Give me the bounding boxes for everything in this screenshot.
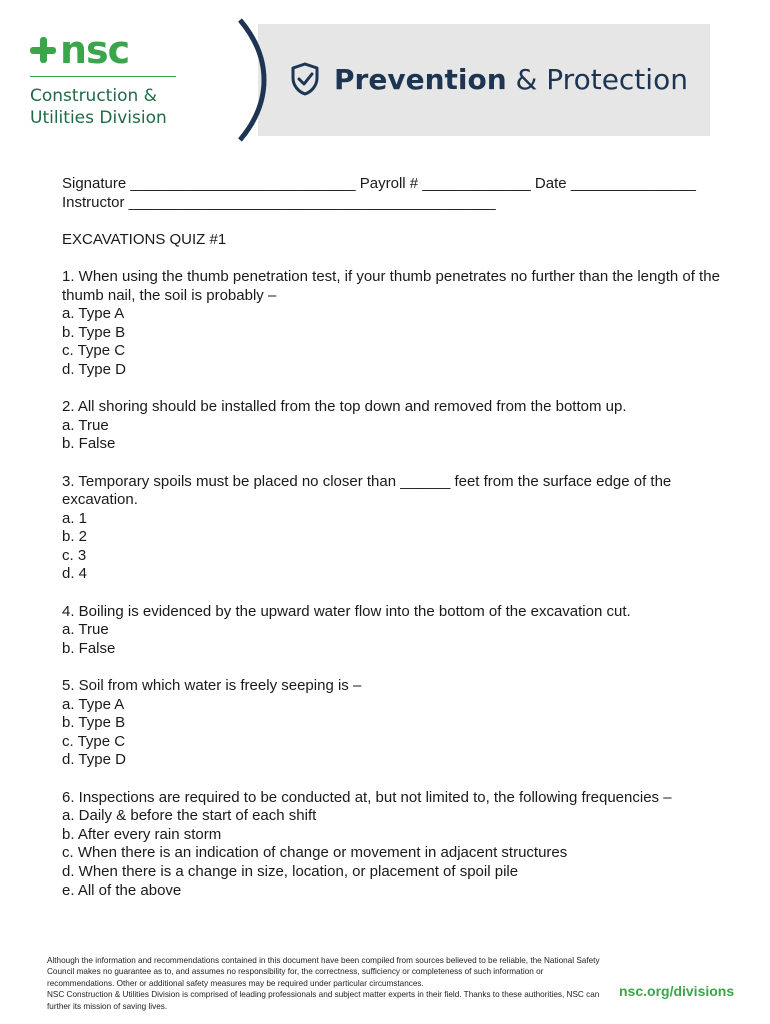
answer-option: c. 3 xyxy=(62,546,87,564)
question-4 xyxy=(62,603,742,659)
answer-option: b. False xyxy=(62,639,116,657)
answer-option: a. Type A xyxy=(62,305,125,323)
question-1 xyxy=(62,268,742,380)
answer-option: c. When there is an indication of change or movement in adjacent structures xyxy=(62,844,568,862)
disclaimer-paragraph: Although the information and recommendations contained in this document have been compiled from sources believed to be reliable, the National Safety Council makes no guarantee as to, and assumes no responsibility for, the correctness, sufficiency or completeness of such information or recommendations. Other or additional safety measures may be required under particular circumstances. xyxy=(47,956,600,988)
answer-option: d. Type D xyxy=(62,360,126,378)
answer-option: b. False xyxy=(62,435,116,453)
question-3 xyxy=(62,473,742,585)
question-text: 2. All shoring should be installed from the top down and removed from the bottom up. xyxy=(62,398,627,416)
question-text: 5. Soil from which water is freely seeping is – xyxy=(62,677,362,695)
question-6 xyxy=(62,789,742,901)
answer-option: a. Daily & before the start of each shift xyxy=(62,807,317,825)
signature-line: Signature ___________________________ Payroll # _____________ Date _______________ xyxy=(62,175,696,192)
answer-option: a. Type A xyxy=(62,695,125,713)
question-text: 4. Boiling is evidenced by the upward water flow into the bottom of the excavation cut. xyxy=(62,602,631,620)
logo-mark xyxy=(30,28,180,72)
answer-option: b. Type B xyxy=(62,714,126,732)
answer-option: c. Type C xyxy=(62,732,126,750)
answer-option: b. 2 xyxy=(62,528,88,546)
banner-title: Prevention & Protection xyxy=(334,62,688,96)
instructor-line: Instructor ____________________________________________ xyxy=(62,193,496,211)
arc-divider-icon xyxy=(212,18,272,142)
footer-disclaimer xyxy=(47,955,607,1012)
answer-option: d. Type D xyxy=(62,751,126,769)
answer-option: a. True xyxy=(62,416,109,434)
answer-option: b. After every rain storm xyxy=(62,825,222,843)
question-5 xyxy=(62,677,742,770)
logo-text: nsc xyxy=(60,28,130,72)
divisions-link[interactable]: nsc.org/divisions xyxy=(619,983,735,999)
answer-option: a. 1 xyxy=(62,509,88,527)
nsc-logo xyxy=(30,28,180,129)
answer-option: d. 4 xyxy=(62,565,88,583)
answer-option: a. True xyxy=(62,621,109,639)
shield-check-icon xyxy=(290,62,320,96)
quiz-title: EXCAVATIONS QUIZ #1 xyxy=(62,230,227,248)
answer-option: b. Type B xyxy=(62,323,126,341)
answer-option: e. All of the above xyxy=(62,881,182,899)
question-text: 1. When using the thumb penetration test, if your thumb penetrates no further than the length of the thumb nail, the soil is probably – xyxy=(62,267,720,304)
logo-divider xyxy=(30,76,176,77)
question-text: 6. Inspections are required to be conducted at, but not limited to, the following frequencies – xyxy=(62,788,672,806)
answer-option: d. When there is a change in size, location, or placement of spoil pile xyxy=(62,862,519,880)
plus-icon xyxy=(30,37,56,63)
division-name: Construction & Utilities Division xyxy=(30,86,167,128)
answer-option: c. Type C xyxy=(62,342,126,360)
question-text: 3. Temporary spoils must be placed no closer than ______ feet from the surface edge of the excavation. xyxy=(62,472,672,509)
banner-heading xyxy=(290,62,688,96)
question-2 xyxy=(62,398,742,454)
quiz-document xyxy=(62,175,742,900)
disclaimer-paragraph: NSC Construction & Utilities Division is comprised of leading professionals and subject matter experts in their field. Thanks to these authorities, NSC can further its mission of saving lives. xyxy=(47,990,600,1011)
